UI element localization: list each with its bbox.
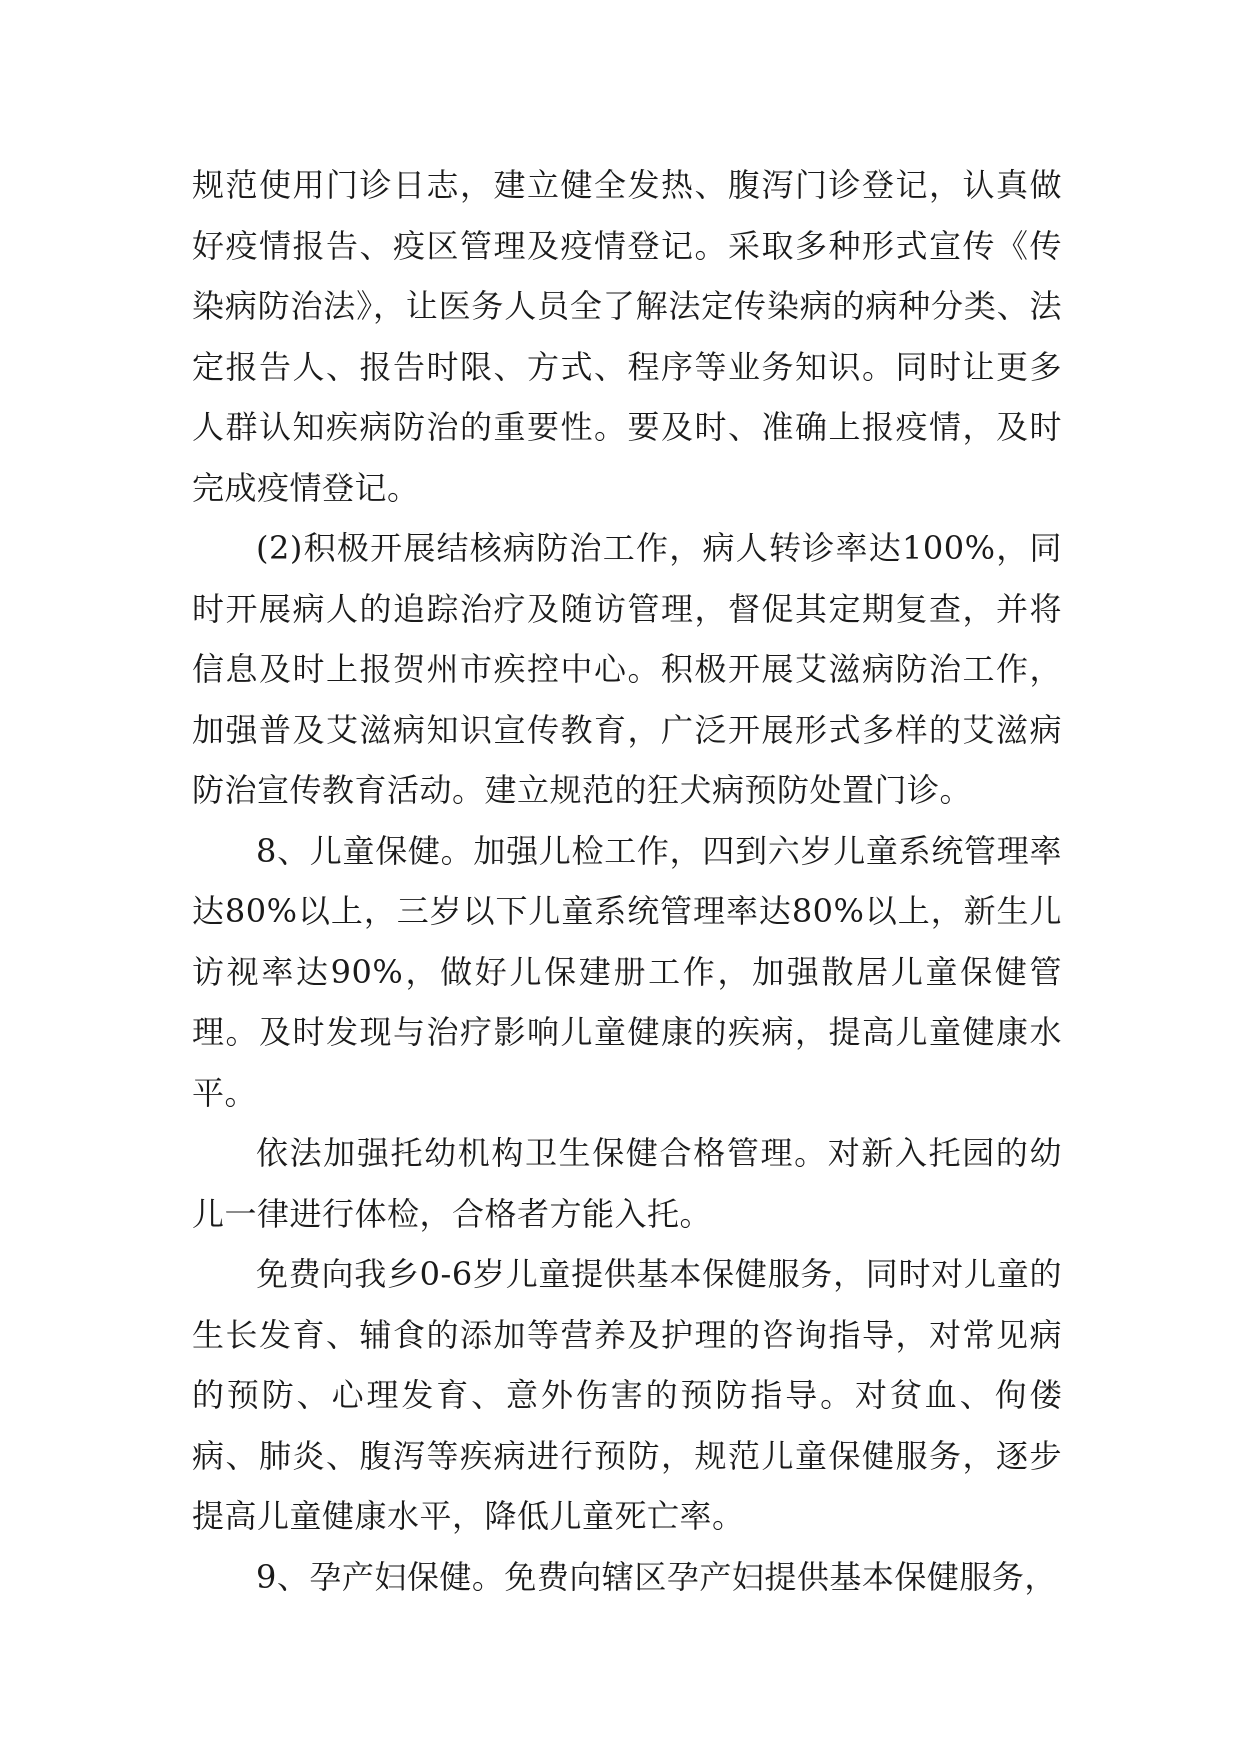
paragraph-child-health: 8、儿童保健。加强儿检工作，四到六岁儿童系统管理率达80%以上，三岁以下儿童系统管理率达80%以上，新生儿访视率达90%，做好儿保建册工作，加强散居儿童保健管理。及时发现与治疗影响儿童健康的疾病，提高儿童健康水平。 [192,831,1062,1112]
paragraph-maternal-health: 9、孕产妇保健。免费向辖区孕产妇提供基本保健服务， [256,1557,1057,1596]
paragraph-infectious-disease-reporting: 规范使用门诊日志，建立健全发热、腹泻门诊登记，认真做好疫情报告、疫区管理及疫情登记。采取多种形式宣传《传染病防治法》，让医务人员全了解法定传染病的病种分类、法定报告人、报告时限、方式、程序等业务知识。同时让更多人群认知疾病防治的重要性。要及时、准确上报疫情，及时完成疫情登记。 [192,166,1062,507]
paragraph-kindergarten-health: 依法加强托幼机构卫生保健合格管理。对新入托园的幼儿一律进行体检，合格者方能入托。 [192,1134,1062,1233]
paragraph-child-basic-services: 免费向我乡0-6岁儿童提供基本保健服务，同时对儿童的生长发育、辅食的添加等营养及护理的咨询指导，对常见病的预防、心理发育、意外伤害的预防指导。对贫血、佝偻病、肺炎、腹泻等疾病进行预防，规范儿童保健服务，逐步提高儿童健康水平，降低儿童死亡率。 [192,1255,1062,1535]
paragraph-tuberculosis-aids-prevention: (2)积极开展结核病防治工作，病人转诊率达100%，同时开展病人的追踪治疗及随访管理，督促其定期复查，并将信息及时上报贺州市疾控中心。积极开展艾滋病防治工作，加强普及艾滋病知识宣传教育，广泛开展形式多样的艾滋病防治宣传教育活动。建立规范的狂犬病预防处置门诊。 [192,529,1062,809]
document-body [192,155,1062,1607]
